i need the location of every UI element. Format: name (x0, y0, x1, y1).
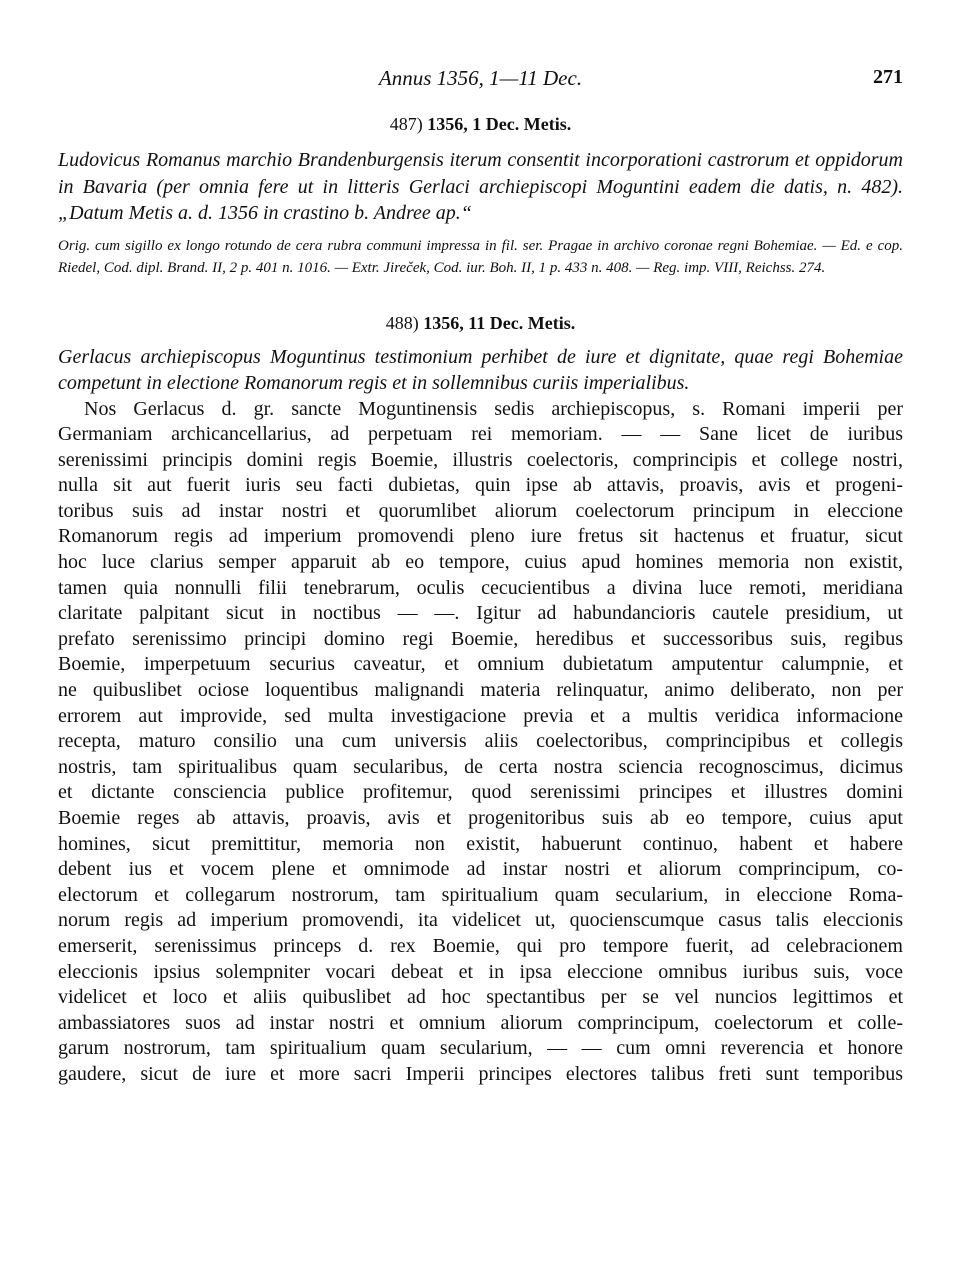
page-number: 271 (873, 66, 903, 88)
document-488-text (58, 397, 903, 1088)
text-line: debent ius et vocem plene et omnimode ad instar nostri et aliorum comprincipum, co- (58, 858, 903, 881)
text-line: garum nostrorum, tam spiritualium quam secularium, — — cum omni reverencia et honore (58, 1037, 903, 1060)
text-line: errorem aut improvide, sed multa investigacione previa et a multis veridica informacione (58, 704, 903, 727)
text-line: Boemie, imperpetuum securius caveatur, et omnium dubietatum amputentur calumpnie, et (58, 653, 903, 676)
document-place: Metis. (527, 312, 576, 333)
document-487-source-note: Orig. cum sigillo ex longo rotundo de cera rubra communi impressa in fil. ser. Pragae in archivo coronae regni Bohemiae. — Ed. e cop. Riedel, Cod. dipl. Brand. II, 2 p. 401 n. 1016. — Extr. Jireček, Cod. iur. Boh. II, 1 p. 433 n. 408. — Reg. imp. VIII, Reichss. 274. (58, 237, 903, 276)
text-line: hoc luce clarius semper apparuit ab eo tempore, cuius apud homines memoria non existit, (58, 551, 903, 574)
document-number: 487) (389, 114, 423, 134)
text-line: ambassiatores suos ad instar nostri et omnium aliorum comprincipum, coelectorum et colle- (58, 1011, 903, 1034)
text-line: eleccionis ipsius solempniter vocari debeat et in ipsa eleccione omnibus iuribus suis, voce (58, 960, 903, 983)
running-title: Annus 1356, 1—11 Dec. (378, 66, 583, 90)
text-line: claritate palpitant sicut in noctibus — —. Igitur ad habundancioris cautele presidium, ut (58, 602, 903, 625)
document-488-heading (58, 313, 903, 334)
text-line: ne quibuslibet ociose loquentibus malignandi materia relinquatur, animo deliberato, non per (58, 679, 903, 702)
text-line: Boemie reges ab attavis, proavis, avis et progenitoribus suis ab eo tempore, cuius aput (58, 807, 903, 829)
text-line: videlicet et loco et aliis quibuslibet ad hoc spectantibus per se vel nuncios legittimos et (58, 986, 903, 1009)
text-line: prefato serenissimo principi domino regi Boemie, heredibus et successoribus suis, regibus (58, 627, 903, 650)
text-line: nostris, tam spiritualibus quam secularibus, de certa nostra sciencia recognoscimus, dicimus (58, 755, 903, 778)
document-487-heading (58, 114, 903, 135)
text-line: nulla sit aut fuerit iuris seu facti dubietas, quin ipse ab attavis, proavis, avis et progeni- (58, 474, 903, 497)
text-line: gaudere, sicut de iure et more sacri Imperii principes electores talibus freti sunt temporibus (58, 1062, 903, 1085)
text-line: emerserit, serenissimus princeps d. rex Boemie, qui pro tempore fuerit, ad celebracionem (58, 934, 903, 957)
document-number: 488) (385, 312, 419, 333)
document-487-regest: Ludovicus Romanus marchio Brandenburgensis iterum consentit incorporationi castrorum et oppidorum in Bavaria (per omnia fere ut in litteris Gerlaci archiepiscopi Moguntini eadem die datis, n. 482). „Datum Metis a. d. 1356 in crastino b. Andree ap.“ (58, 149, 903, 224)
text-line: tamen quia nonnulli filii tenebrarum, oculis cecucientibus a divina luce remoti, meridiana (58, 576, 903, 599)
text-line: recepta, maturo consilio una cum universis aliis coelectoribus, comprincipibus et collegis (58, 730, 903, 753)
text-line: homines, sicut premittitur, memoria non existit, habuerunt continuo, habent et habere (58, 832, 903, 855)
text-line: Germaniam archicancellarius, ad perpetuam rei memoriam. — — Sane licet de iuribus (58, 423, 903, 446)
document-date: 1356, 1 Dec. (427, 114, 520, 134)
text-line: electorum et collegarum nostrorum, tam spiritualium quam secularium, in eleccione Roma- (58, 883, 903, 906)
document-page (58, 62, 903, 1088)
document-date: 1356, 11 Dec. (423, 312, 524, 333)
page-header (58, 62, 903, 102)
text-line: norum regis ad imperium promovendi, ita videlicet ut, quocienscumque casus talis eleccionis (58, 909, 903, 932)
document-488-regest: Gerlacus archiepiscopus Moguntinus testimonium perhibet de iure et dignitate, quae regi Bohemiae competunt in electione Romanorum regis et in sollemnibus curiis imperialibus. (58, 345, 903, 394)
text-line: Nos Gerlacus d. gr. sancte Moguntinensis sedis archiepiscopus, s. Romani imperii per (84, 397, 903, 420)
text-line: Romanorum regis ad imperium promovendi pleno iure fretus sit hactenus et fruatur, sicut (58, 525, 903, 548)
text-line: toribus suis ad instar nostri et quorumlibet aliorum coelectorum principum in eleccione (58, 499, 903, 522)
text-line: et dictante consciencia publice profitemur, quod serenissimi principes et illustres domini (58, 781, 903, 804)
document-place: Metis. (523, 114, 572, 134)
text-line: serenissimi principis domini regis Boemie, illustris coelectoris, comprincipis et collegе nostri, (58, 448, 903, 471)
